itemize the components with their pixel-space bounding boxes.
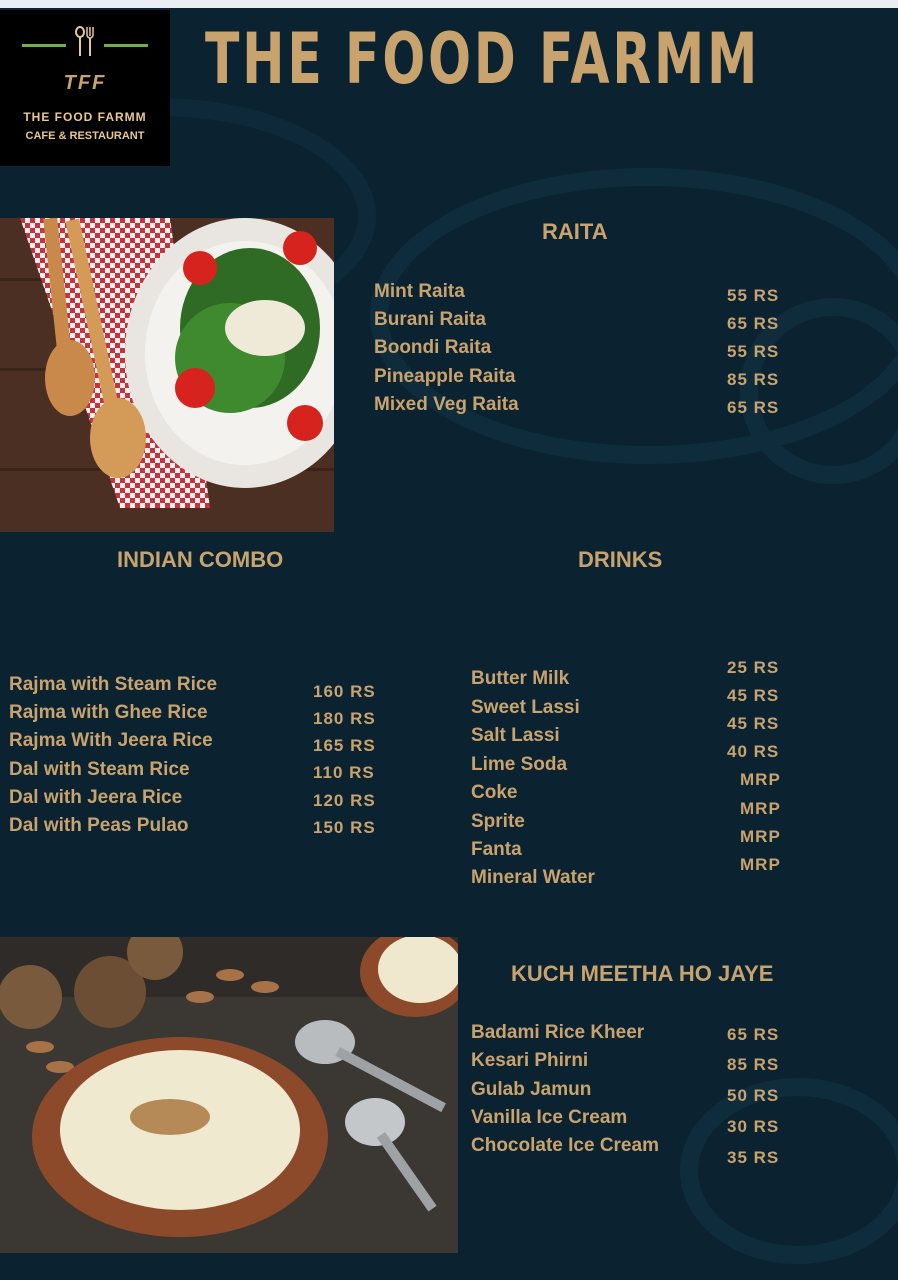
menu-item-price: 85 RS <box>727 1055 780 1074</box>
fork-spoon-icon <box>74 26 96 58</box>
salad-photo <box>0 218 334 532</box>
logo-mark: TFF <box>63 72 107 94</box>
menu-item-price: 50 RS <box>727 1086 780 1105</box>
menu-item-price: MRP <box>740 855 781 874</box>
menu-item-name: Sweet Lassi <box>471 697 580 718</box>
menu-item-price: 55 RS <box>727 342 780 361</box>
logo-tagline: CAFE & RESTAURANT <box>25 130 145 142</box>
salad-illustration <box>0 218 334 532</box>
menu-item-name: Fanta <box>471 839 522 860</box>
menu-item-price: 65 RS <box>727 1025 780 1044</box>
menu-item-name: Coke <box>471 782 518 803</box>
menu-item-price: 45 RS <box>727 686 780 705</box>
menu-item-name: Dal with Steam Rice <box>9 759 190 780</box>
decor-swirl <box>680 1078 898 1264</box>
logo-line-right <box>104 44 148 47</box>
menu-item-price: 55 RS <box>727 286 780 305</box>
menu-item-price: 35 RS <box>727 1148 780 1167</box>
kheer-illustration <box>0 937 458 1253</box>
menu-item-price: MRP <box>740 827 781 846</box>
menu-item-name: Badami Rice Kheer <box>471 1022 645 1043</box>
menu-item-name: Mint Raita <box>374 281 465 302</box>
logo-name: THE FOOD FARMM <box>23 110 147 124</box>
menu-item-name: Vanilla Ice Cream <box>471 1107 628 1128</box>
menu-item-price: 110 RS <box>313 763 375 782</box>
menu-item-price: MRP <box>740 770 781 789</box>
menu-item-price: 65 RS <box>727 398 780 417</box>
menu-item-price: 30 RS <box>727 1117 780 1136</box>
menu-item-name: Salt Lassi <box>471 725 560 746</box>
restaurant-logo <box>0 10 170 166</box>
menu-item-price: 165 RS <box>313 736 376 755</box>
menu-item-name: Butter Milk <box>471 668 570 689</box>
top-strip <box>0 0 898 8</box>
menu-item-price: MRP <box>740 799 781 818</box>
menu-item-price: 120 RS <box>313 791 376 810</box>
raita-heading: RAITA <box>542 219 608 244</box>
menu-item-price: 180 RS <box>313 709 376 728</box>
menu-item-name: Mixed Veg Raita <box>374 394 519 415</box>
menu-item-price: 45 RS <box>727 714 780 733</box>
menu-item-name: Rajma with Ghee Rice <box>9 702 208 723</box>
menu-item-name: Dal with Peas Pulao <box>9 815 189 836</box>
menu-item-price: 25 RS <box>727 658 780 677</box>
menu-item-name: Boondi Raita <box>374 337 492 358</box>
menu-item-price: 85 RS <box>727 370 780 389</box>
menu-item-name: Burani Raita <box>374 309 486 330</box>
menu-item-name: Chocolate Ice Cream <box>471 1135 659 1156</box>
menu-item-name: Lime Soda <box>471 754 568 775</box>
menu-item-price: 65 RS <box>727 314 780 333</box>
drinks-heading: DRINKS <box>578 547 663 572</box>
menu-item-name: Gulab Jamun <box>471 1079 592 1100</box>
menu-item-name: Pineapple Raita <box>374 366 516 387</box>
menu-item-name: Dal with Jeera Rice <box>9 787 183 808</box>
menu-item-price: 160 RS <box>313 682 376 701</box>
page-title: THE FOOD FARMM <box>205 18 761 100</box>
menu-item-price: 40 RS <box>727 742 780 761</box>
kheer-photo <box>0 937 458 1253</box>
logo-line-left <box>22 44 66 47</box>
menu-item-name: Rajma with Steam Rice <box>9 674 218 695</box>
menu-item-name: Sprite <box>471 811 525 832</box>
menu-item-name: Mineral Water <box>471 867 595 888</box>
indian-combo-heading: INDIAN COMBO <box>117 547 284 572</box>
menu-page <box>0 8 898 1280</box>
dessert-heading: KUCH MEETHA HO JAYE <box>511 961 774 986</box>
menu-item-name: Rajma With Jeera Rice <box>9 730 213 751</box>
menu-item-name: Kesari Phirni <box>471 1050 589 1071</box>
menu-item-price: 150 RS <box>313 818 376 837</box>
